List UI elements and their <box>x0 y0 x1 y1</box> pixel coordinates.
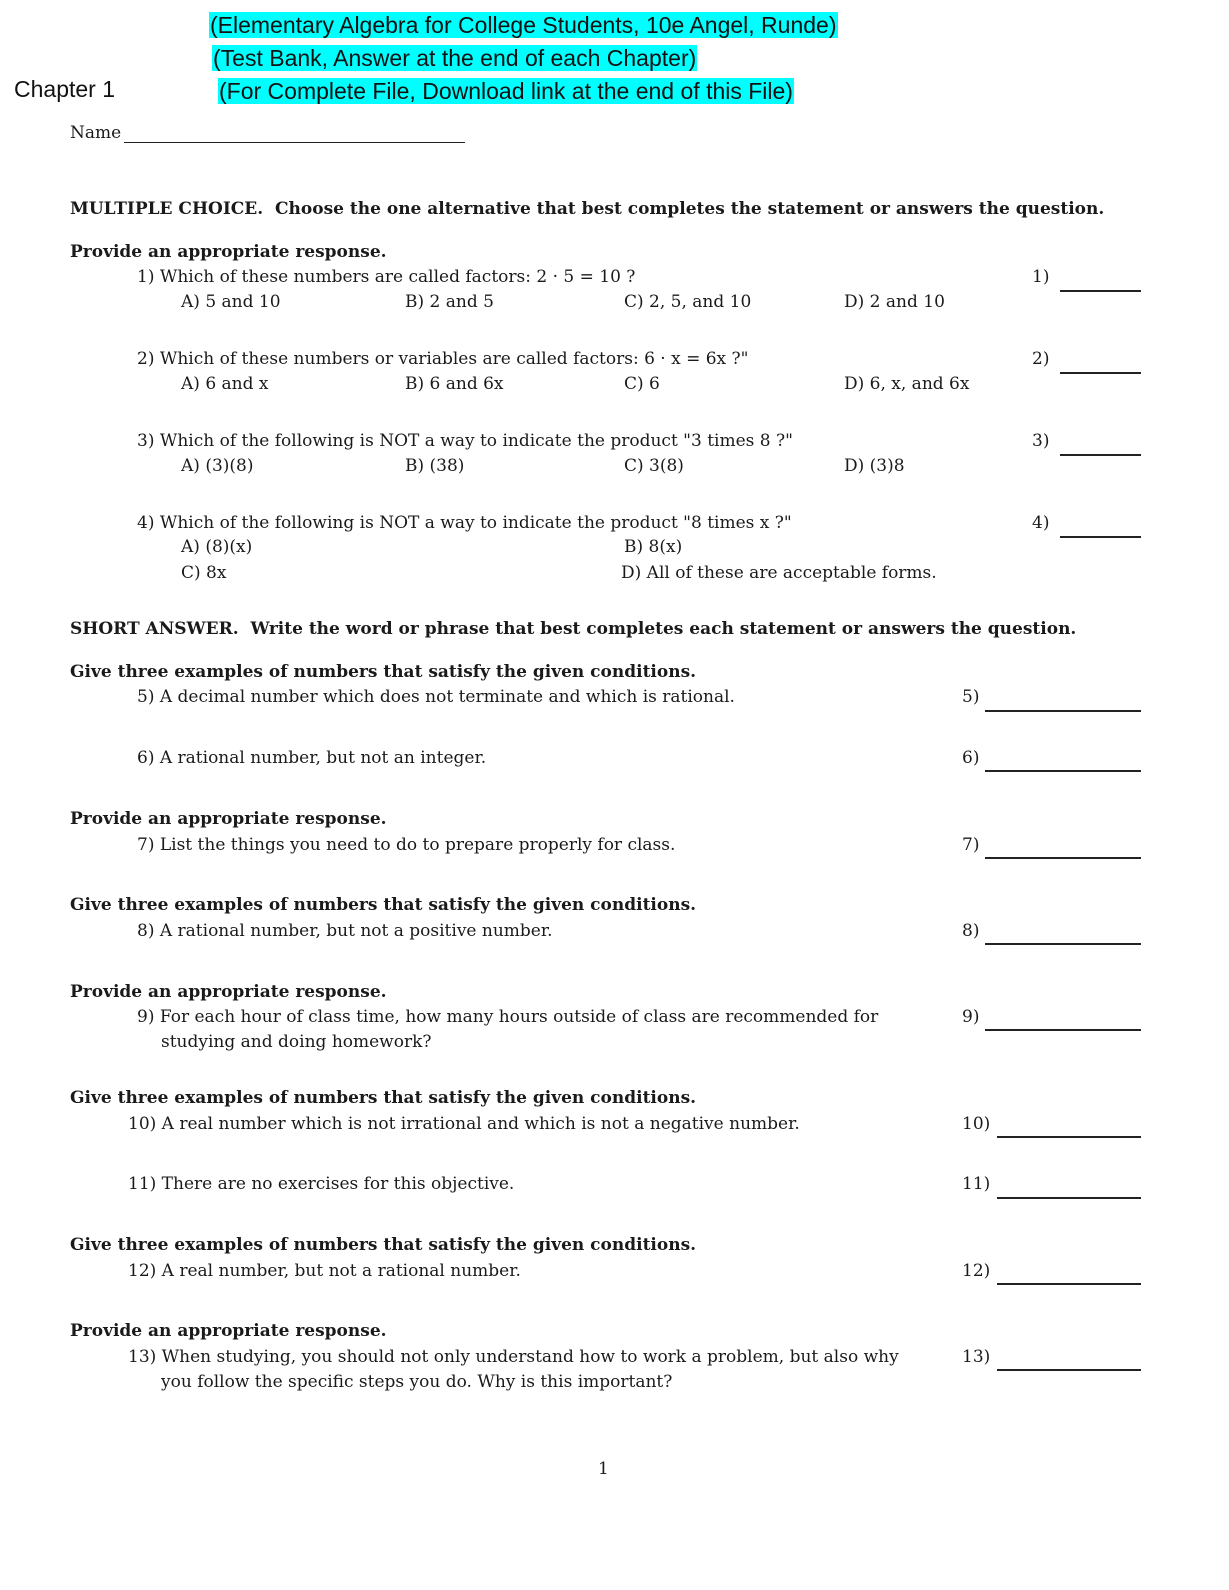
mc-section-header <box>70 199 1104 219</box>
page-number: 1 <box>598 1459 609 1479</box>
choice-c[interactable]: C) 3(8) <box>624 456 684 476</box>
choice-b[interactable]: B) (38) <box>405 456 465 476</box>
answer-label: 7) <box>962 835 980 855</box>
question-number: 13) <box>128 1347 157 1367</box>
choice-c[interactable]: C) 6 <box>624 374 660 394</box>
question-number: 9) <box>137 1007 155 1027</box>
choice-a[interactable]: A) (8)(x) <box>181 537 253 557</box>
question-1 <box>137 267 635 287</box>
direction-heading: Provide an appropriate response. <box>70 242 387 262</box>
answer-label: 9) <box>962 1007 980 1027</box>
answer-label: 8) <box>962 921 980 941</box>
choice-a[interactable]: A) (3)(8) <box>181 456 254 476</box>
question-number: 8) <box>137 921 155 941</box>
question-number: 7) <box>137 835 155 855</box>
question-text: Which of the following is NOT a way to indicate the product "3 times 8 ?" <box>159 431 793 451</box>
question-text: A real number which is not irrational and which is not a negative number. <box>161 1114 800 1134</box>
choice-d[interactable]: D) 6, x, and 6x <box>844 374 970 394</box>
sa-section-header <box>70 619 1076 639</box>
question-number: 2) <box>137 349 155 369</box>
choice-a[interactable]: A) 5 and 10 <box>181 292 281 312</box>
header-download-line: (For Complete File, Download link at the end of this File) <box>219 78 793 104</box>
question-number: 4) <box>137 513 155 533</box>
question-13 <box>128 1347 899 1367</box>
answer-label: 6) <box>962 748 980 768</box>
choice-d[interactable]: D) 2 and 10 <box>844 292 945 312</box>
question-text: A decimal number which does not terminate and which is rational. <box>159 687 735 707</box>
answer-blank[interactable] <box>985 770 1141 772</box>
question-text-continued: you follow the specific steps you do. Why is this important? <box>161 1372 673 1392</box>
question-7 <box>137 835 675 855</box>
answer-blank[interactable] <box>1060 454 1141 456</box>
question-text-continued: studying and doing homework? <box>161 1032 432 1052</box>
answer-blank[interactable] <box>1060 536 1141 538</box>
question-text: There are no exercises for this objective. <box>161 1174 515 1194</box>
question-11 <box>128 1174 514 1194</box>
answer-blank[interactable] <box>997 1369 1141 1371</box>
answer-label: 11) <box>962 1174 991 1194</box>
question-number: 12) <box>128 1261 157 1281</box>
answer-label: 3) <box>1032 431 1050 451</box>
direction-heading: Provide an appropriate response. <box>70 809 387 829</box>
sa-section-title: SHORT ANSWER. <box>70 619 239 639</box>
question-number: 6) <box>137 748 155 768</box>
name-label: Name <box>70 123 122 143</box>
answer-label: 13) <box>962 1347 991 1367</box>
question-text: Which of these numbers or variables are called factors: 6 · x = 6x ?" <box>159 349 749 369</box>
direction-heading: Provide an appropriate response. <box>70 1321 387 1341</box>
mc-section-instruction: Choose the one alternative that best completes the statement or answers the question. <box>275 199 1105 219</box>
header-title-line: (Elementary Algebra for College Students, 10e Angel, Runde) <box>210 12 837 38</box>
question-text: When studying, you should not only understand how to work a problem, but also why <box>161 1347 899 1367</box>
answer-label: 2) <box>1032 349 1050 369</box>
choice-b[interactable]: B) 8(x) <box>624 537 683 557</box>
direction-heading: Give three examples of numbers that satisfy the given conditions. <box>70 1088 697 1108</box>
question-text: Which of the following is NOT a way to indicate the product "8 times x ?" <box>159 513 792 533</box>
direction-heading: Give three examples of numbers that satisfy the given conditions. <box>70 895 697 915</box>
choice-d[interactable]: D) All of these are acceptable forms. <box>621 563 937 583</box>
mc-section-title: MULTIPLE CHOICE. <box>70 199 264 219</box>
question-text: List the things you need to do to prepare properly for class. <box>159 835 676 855</box>
answer-label: 1) <box>1032 267 1050 287</box>
question-12 <box>128 1261 521 1281</box>
answer-blank[interactable] <box>985 710 1141 712</box>
choice-d[interactable]: D) (3)8 <box>844 456 905 476</box>
answer-label: 4) <box>1032 513 1050 533</box>
direction-heading: Provide an appropriate response. <box>70 982 387 1002</box>
choice-b[interactable]: B) 2 and 5 <box>405 292 494 312</box>
answer-blank[interactable] <box>997 1283 1141 1285</box>
question-number: 10) <box>128 1114 157 1134</box>
question-9 <box>137 1007 878 1027</box>
direction-heading: Give three examples of numbers that satisfy the given conditions. <box>70 1235 697 1255</box>
answer-blank[interactable] <box>997 1197 1141 1199</box>
choice-c[interactable]: C) 2, 5, and 10 <box>624 292 752 312</box>
answer-label: 5) <box>962 687 980 707</box>
answer-blank[interactable] <box>997 1136 1141 1138</box>
choice-a[interactable]: A) 6 and x <box>181 374 269 394</box>
name-field-line[interactable] <box>124 142 465 143</box>
answer-blank[interactable] <box>1060 372 1141 374</box>
answer-label: 12) <box>962 1261 991 1281</box>
direction-heading: Give three examples of numbers that satisfy the given conditions. <box>70 662 697 682</box>
question-3 <box>137 431 793 451</box>
answer-blank[interactable] <box>1060 290 1141 292</box>
question-10 <box>128 1114 800 1134</box>
sa-section-instruction: Write the word or phrase that best completes each statement or answers the question. <box>250 619 1077 639</box>
question-text: A rational number, but not an integer. <box>159 748 487 768</box>
chapter-label: Chapter 1 <box>14 76 116 102</box>
question-text: A real number, but not a rational number. <box>161 1261 521 1281</box>
answer-label: 10) <box>962 1114 991 1134</box>
question-text: Which of these numbers are called factors: 2 · 5 = 10 ? <box>159 267 636 287</box>
answer-blank[interactable] <box>985 1029 1141 1031</box>
answer-blank[interactable] <box>985 943 1141 945</box>
question-5 <box>137 687 735 707</box>
question-8 <box>137 921 553 941</box>
answer-blank[interactable] <box>985 857 1141 859</box>
header-testbank-line: (Test Bank, Answer at the end of each Chapter) <box>213 45 697 71</box>
choice-b[interactable]: B) 6 and 6x <box>405 374 504 394</box>
question-text: A rational number, but not a positive number. <box>159 921 553 941</box>
question-text: For each hour of class time, how many hours outside of class are recommended for <box>159 1007 879 1027</box>
question-6 <box>137 748 486 768</box>
question-2 <box>137 349 748 369</box>
question-number: 5) <box>137 687 155 707</box>
question-4 <box>137 513 792 533</box>
question-number: 1) <box>137 267 155 287</box>
question-number: 11) <box>128 1174 157 1194</box>
choice-c[interactable]: C) 8x <box>181 563 227 583</box>
question-number: 3) <box>137 431 155 451</box>
